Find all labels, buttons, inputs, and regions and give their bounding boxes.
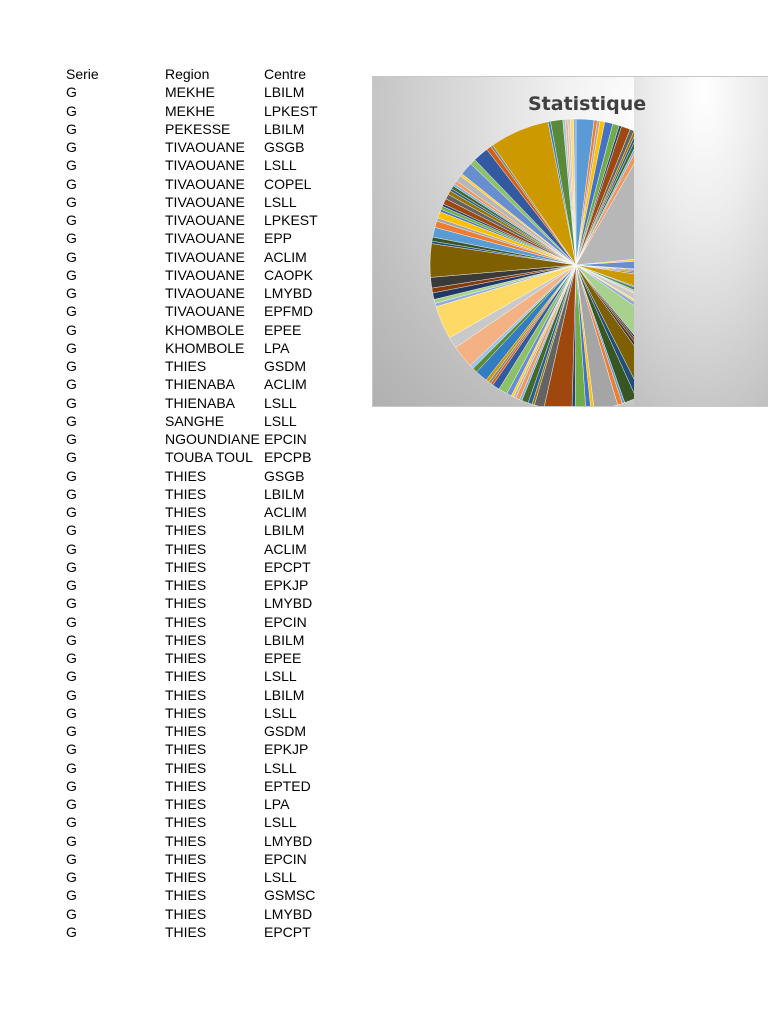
cell-serie[interactable]: G <box>66 741 77 758</box>
cell-serie[interactable]: G <box>66 120 77 137</box>
chart-plot-overlay <box>634 77 768 407</box>
cell-region[interactable]: MEKHE <box>165 84 215 101</box>
cell-centre[interactable]: GSGB <box>264 139 305 155</box>
cell-serie[interactable]: G <box>66 796 77 812</box>
cell-region[interactable]: MEKHE <box>165 102 215 119</box>
cell-centre[interactable]: LPKEST <box>264 102 318 119</box>
cell-region[interactable]: THIES <box>165 631 207 648</box>
cell-region[interactable]: THIES <box>165 723 207 739</box>
cell-serie[interactable]: G <box>66 285 77 301</box>
cell-centre[interactable]: LBILM <box>264 522 305 539</box>
cell-centre[interactable]: LPA <box>264 339 290 356</box>
cell-centre[interactable]: EPFMD <box>264 303 313 320</box>
cell-centre[interactable]: EPCPT <box>264 923 311 940</box>
cell-serie[interactable]: G <box>66 230 77 247</box>
cell-centre[interactable]: EPP <box>264 230 293 247</box>
cell-serie[interactable]: G <box>66 832 77 849</box>
cell-serie[interactable]: G <box>66 905 77 922</box>
cell-centre[interactable]: LSLL <box>264 814 297 831</box>
cell-serie[interactable]: G <box>66 522 77 539</box>
cell-centre[interactable]: LPA <box>264 796 290 812</box>
cell-centre[interactable]: GSDM <box>264 723 306 739</box>
cell-serie[interactable]: G <box>66 631 77 648</box>
cell-centre[interactable]: LBILM <box>264 631 305 648</box>
cell-serie[interactable]: G <box>66 595 77 612</box>
cell-region[interactable]: THIES <box>165 504 207 520</box>
cell-centre[interactable]: EPTED <box>264 777 311 794</box>
cell-serie[interactable]: G <box>66 504 77 520</box>
cell-centre[interactable]: LBILM <box>264 120 305 137</box>
cell-region[interactable]: THIES <box>165 485 207 502</box>
cell-centre[interactable]: LMYBD <box>264 832 313 849</box>
cell-region[interactable]: KHOMBOLE <box>165 339 245 356</box>
cell-centre[interactable]: GSGB <box>264 467 305 484</box>
cell-centre[interactable]: LSLL <box>264 412 297 429</box>
cell-serie[interactable]: G <box>66 266 77 283</box>
cell-centre[interactable]: GSMSC <box>264 887 316 904</box>
cell-centre[interactable]: EPCPB <box>264 449 312 466</box>
cell-serie[interactable]: G <box>66 84 77 101</box>
cell-centre[interactable]: ACLIM <box>264 376 307 393</box>
cell-centre[interactable]: GSDM <box>264 358 306 374</box>
header-region[interactable]: Region <box>165 66 210 82</box>
cell-region[interactable]: THIES <box>165 358 207 374</box>
cell-serie[interactable]: G <box>66 339 77 356</box>
cell-serie[interactable]: G <box>66 321 77 338</box>
cell-region[interactable]: THIENABA <box>165 394 236 411</box>
cell-serie[interactable]: G <box>66 358 77 374</box>
cell-centre[interactable]: EPCIN <box>264 850 307 867</box>
cell-centre[interactable]: EPKJP <box>264 741 309 758</box>
cell-region[interactable]: THIES <box>165 704 207 721</box>
cell-centre[interactable]: EPKJP <box>264 577 309 593</box>
cell-serie[interactable]: G <box>66 704 77 721</box>
cell-serie[interactable]: G <box>66 157 77 174</box>
cell-centre[interactable]: ACLIM <box>264 248 307 265</box>
cell-centre[interactable]: LBILM <box>264 686 305 703</box>
cell-centre[interactable]: LSLL <box>264 394 297 411</box>
cell-centre[interactable]: LSLL <box>264 704 297 721</box>
cell-region[interactable]: THIES <box>165 887 207 904</box>
cell-region[interactable]: THIES <box>165 540 207 557</box>
cell-region[interactable]: THIES <box>165 796 207 812</box>
cell-region[interactable]: THIES <box>165 832 207 849</box>
cell-centre[interactable]: LMYBD <box>264 905 313 922</box>
header-centre[interactable]: Centre <box>264 66 307 82</box>
cell-region[interactable]: THIES <box>165 814 207 831</box>
cell-region[interactable]: TIVAOUANE <box>165 266 245 283</box>
cell-region[interactable]: THIES <box>165 905 207 922</box>
cell-region[interactable]: THIES <box>165 650 207 666</box>
cell-serie[interactable]: G <box>66 449 77 466</box>
cell-serie[interactable]: G <box>66 175 77 192</box>
cell-serie[interactable]: G <box>66 923 77 940</box>
cell-region[interactable]: THIES <box>165 686 207 703</box>
header-serie[interactable]: Serie <box>66 66 99 82</box>
cell-centre[interactable]: EPEE <box>264 321 302 338</box>
cell-region[interactable]: THIENABA <box>165 376 236 393</box>
cell-serie[interactable]: G <box>66 869 77 885</box>
cell-serie[interactable]: G <box>66 887 77 904</box>
cell-centre[interactable]: EPCIN <box>264 431 307 447</box>
cell-region[interactable]: THIES <box>165 613 207 630</box>
cell-serie[interactable]: G <box>66 467 77 484</box>
cell-centre[interactable]: LSLL <box>264 869 297 885</box>
cell-serie[interactable]: G <box>66 412 77 429</box>
cell-region[interactable]: THIES <box>165 522 207 539</box>
cell-centre[interactable]: CAOPK <box>264 266 314 283</box>
cell-region[interactable]: TIVAOUANE <box>165 212 245 228</box>
cell-centre[interactable]: LBILM <box>264 485 305 502</box>
cell-region[interactable]: TIVAOUANE <box>165 175 245 192</box>
cell-serie[interactable]: G <box>66 686 77 703</box>
cell-centre[interactable]: LPKEST <box>264 212 318 228</box>
cell-region[interactable]: THIES <box>165 558 207 575</box>
cell-region[interactable]: THIES <box>165 668 207 685</box>
cell-serie[interactable]: G <box>66 193 77 210</box>
cell-region[interactable]: SANGHE <box>165 412 225 429</box>
cell-region[interactable]: THIES <box>165 595 207 612</box>
cell-serie[interactable]: G <box>66 777 77 794</box>
pie-chart[interactable] <box>372 76 768 407</box>
cell-region[interactable]: THIES <box>165 923 207 940</box>
cell-serie[interactable]: G <box>66 759 77 776</box>
cell-serie[interactable]: G <box>66 850 77 867</box>
cell-centre[interactable]: ACLIM <box>264 504 307 520</box>
cell-region[interactable]: THIES <box>165 777 207 794</box>
cell-serie[interactable]: G <box>66 650 77 666</box>
cell-region[interactable]: TOUBA TOUL <box>165 449 253 466</box>
cell-serie[interactable]: G <box>66 723 77 739</box>
cell-serie[interactable]: G <box>66 212 77 228</box>
cell-centre[interactable]: LMYBD <box>264 595 313 612</box>
cell-region[interactable]: THIES <box>165 467 207 484</box>
cell-centre[interactable]: LSLL <box>264 668 297 685</box>
cell-region[interactable]: KHOMBOLE <box>165 321 245 338</box>
cell-region[interactable]: THIES <box>165 850 207 867</box>
cell-region[interactable]: TIVAOUANE <box>165 230 245 247</box>
cell-serie[interactable]: G <box>66 376 77 393</box>
cell-region[interactable]: NGOUNDIANE <box>165 431 260 447</box>
cell-serie[interactable]: G <box>66 558 77 575</box>
cell-serie[interactable]: G <box>66 540 77 557</box>
cell-serie[interactable]: G <box>66 394 77 411</box>
cell-serie[interactable]: G <box>66 485 77 502</box>
cell-centre[interactable]: LSLL <box>264 759 297 776</box>
cell-region[interactable]: TIVAOUANE <box>165 248 245 265</box>
cell-serie[interactable]: G <box>66 303 77 320</box>
cell-centre[interactable]: EPCPT <box>264 558 311 575</box>
cell-serie[interactable]: G <box>66 139 77 155</box>
cell-region[interactable]: PEKESSE <box>165 120 231 137</box>
cell-serie[interactable]: G <box>66 814 77 831</box>
cell-region[interactable]: THIES <box>165 869 207 885</box>
cell-serie[interactable]: G <box>66 668 77 685</box>
cell-region[interactable]: THIES <box>165 741 207 758</box>
pie-chart-canvas <box>373 77 768 407</box>
cell-region[interactable]: TIVAOUANE <box>165 157 245 174</box>
cell-serie[interactable]: G <box>66 102 77 119</box>
cell-centre[interactable]: ACLIM <box>264 540 307 557</box>
cell-serie[interactable]: G <box>66 613 77 630</box>
cell-centre[interactable]: EPCIN <box>264 613 307 630</box>
cell-centre[interactable]: LSLL <box>264 157 297 174</box>
cell-centre[interactable]: LMYBD <box>264 285 313 301</box>
cell-region[interactable]: THIES <box>165 759 207 776</box>
cell-centre[interactable]: COPEL <box>264 175 312 192</box>
cell-region[interactable]: TIVAOUANE <box>165 285 245 301</box>
cell-serie[interactable]: G <box>66 248 77 265</box>
cell-region[interactable]: THIES <box>165 577 207 593</box>
cell-region[interactable]: TIVAOUANE <box>165 303 245 320</box>
cell-centre[interactable]: EPEE <box>264 650 302 666</box>
cell-centre[interactable]: LSLL <box>264 193 297 210</box>
cell-region[interactable]: TIVAOUANE <box>165 193 245 210</box>
chart-title: Statistique <box>528 93 647 115</box>
cell-serie[interactable]: G <box>66 577 77 593</box>
cell-region[interactable]: TIVAOUANE <box>165 139 245 155</box>
cell-centre[interactable]: LBILM <box>264 84 305 101</box>
cell-serie[interactable]: G <box>66 431 77 447</box>
